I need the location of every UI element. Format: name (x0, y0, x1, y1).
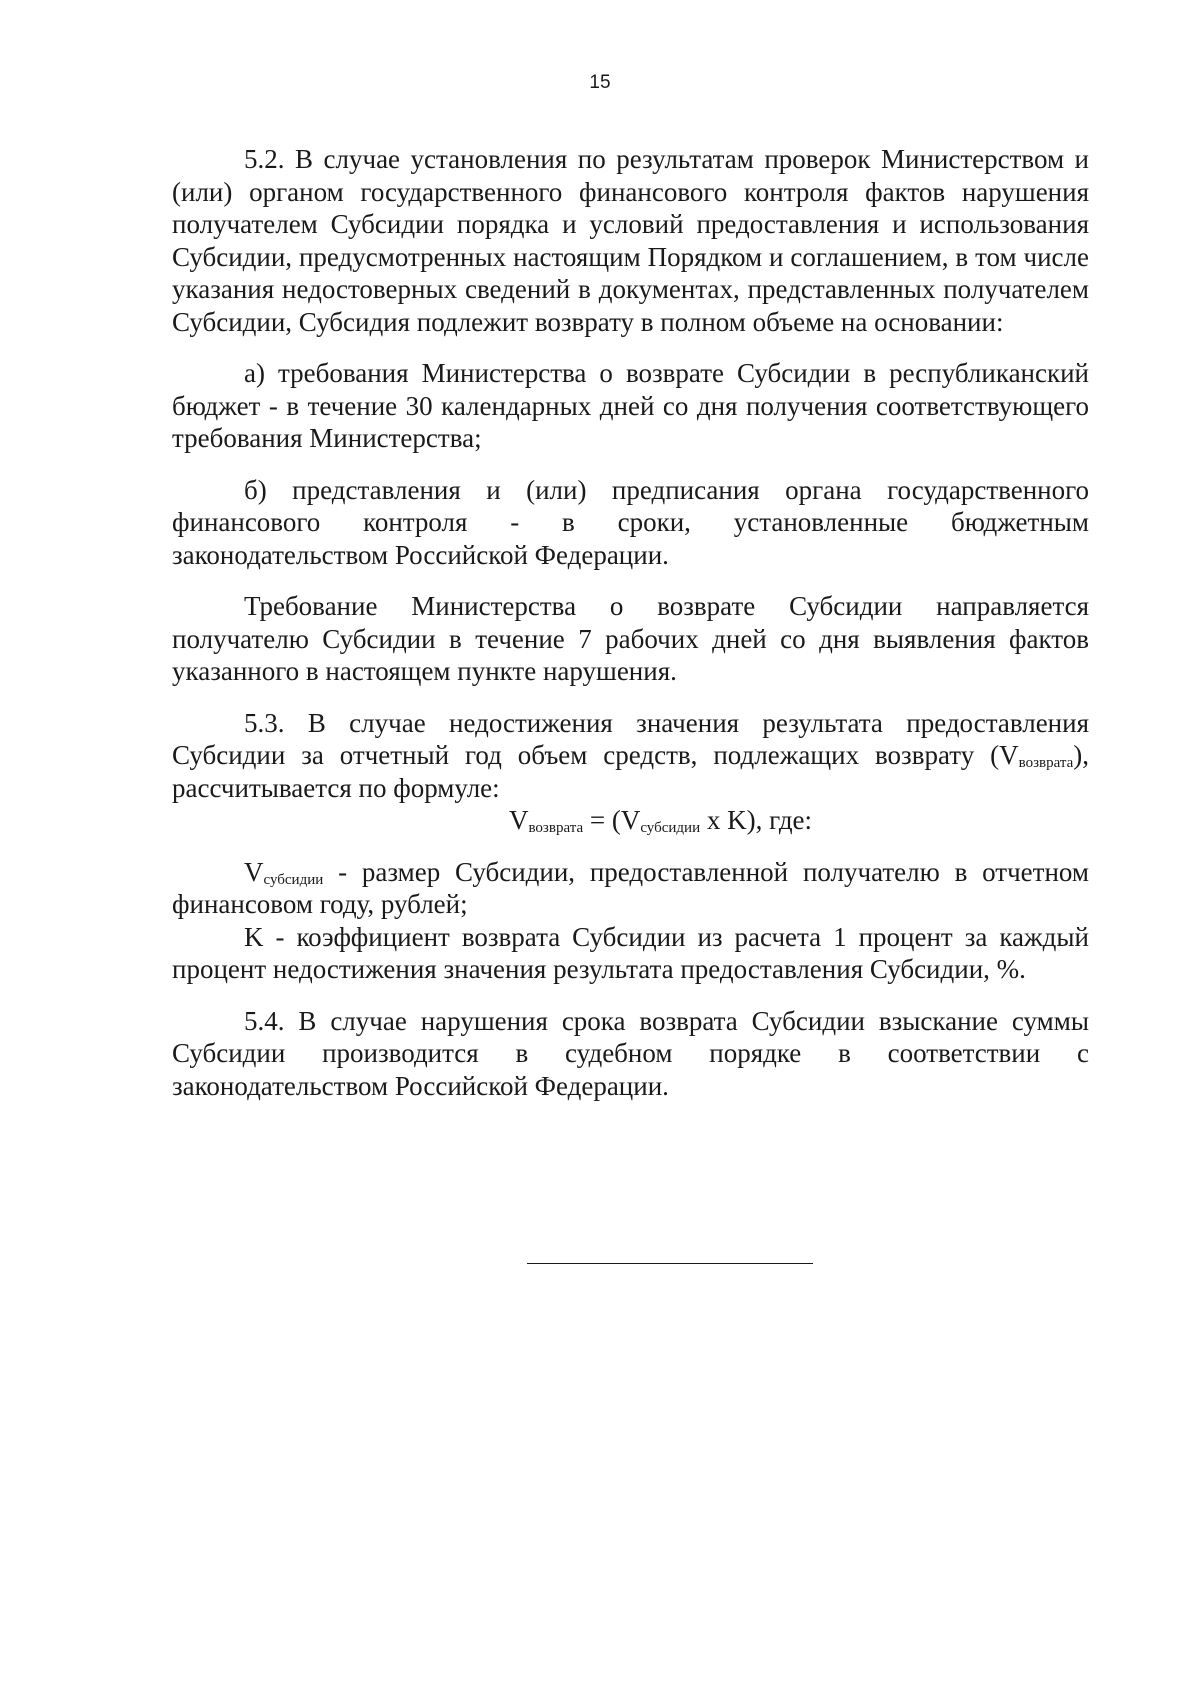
formula (172, 804, 1089, 837)
paragraph-5-3 (172, 707, 1089, 805)
document-body (172, 143, 1089, 1102)
formula-v-subscript: возврата (528, 820, 584, 836)
formula-end: x K), где: (700, 805, 813, 835)
formula-subsidy-subscript: субсидии (640, 820, 701, 836)
paragraph-5-3-end: ), рассчитывается по формуле: (172, 740, 1089, 803)
paragraph-requirement: Требование Министерства о возврате Субсидии направляется получателю Субсидии в течение 7 рабочих дней со дня выявления фактов указанного в настоящем пункте нарушения. (172, 591, 1089, 686)
paragraph-5-3-text: 5.3. В случае недостижения значения результата предоставления Субсидии за отчетный год объем средств, подлежащих возврату (V (172, 707, 1089, 770)
list-item-b: б) представления и (или) предписания органа государственного финансового контроля - в сроки, установленные бюджетным законодательством Российской Федерации. (172, 474, 1089, 570)
page-number: 15 (589, 72, 611, 93)
list-item-a: а) требования Министерства о возврате Субсидии в республиканский бюджет - в течение 30 календарных дней со дня получения соответствующего требования Министерства; (172, 358, 1089, 453)
closing-divider (527, 1263, 813, 1264)
definition-v-subsidy (172, 856, 1089, 921)
definition-v-text: - размер Субсидии, предоставленной получателю в отчетном финансовом году, рублей; (172, 856, 1089, 919)
subscript-vozvrata: возврата (1018, 755, 1074, 771)
paragraph-5-4: 5.4. В случае нарушения срока возврата Субсидии взыскание суммы Субсидии производится в судебном порядке в соответствии с законодательством Российской Федерации. (172, 1005, 1089, 1101)
paragraph-5-2: 5.2. В случае установления по результатам проверок Министерством и (или) органом государственного финансового контроля фактов нарушения получателем Субсидии порядка и условий предоставления и использования Субсидии, предусмотренных настоящим Порядком и соглашением, в том числе указания недостоверных сведений в документах, представленных получателем Субсидии, Субсидия подлежит возврату в полном объеме на основании: (172, 144, 1089, 337)
definition-k: K - коэффициент возврата Субсидии из расчета 1 процент за каждый процент недостижения значения результата предоставления Субсидии, %. (172, 921, 1089, 984)
definition-v-subscript: субсидии (263, 871, 324, 888)
definition-v-symbol: V (244, 856, 264, 887)
formula-mid: = (V (583, 805, 641, 835)
formula-v: V (508, 805, 529, 835)
